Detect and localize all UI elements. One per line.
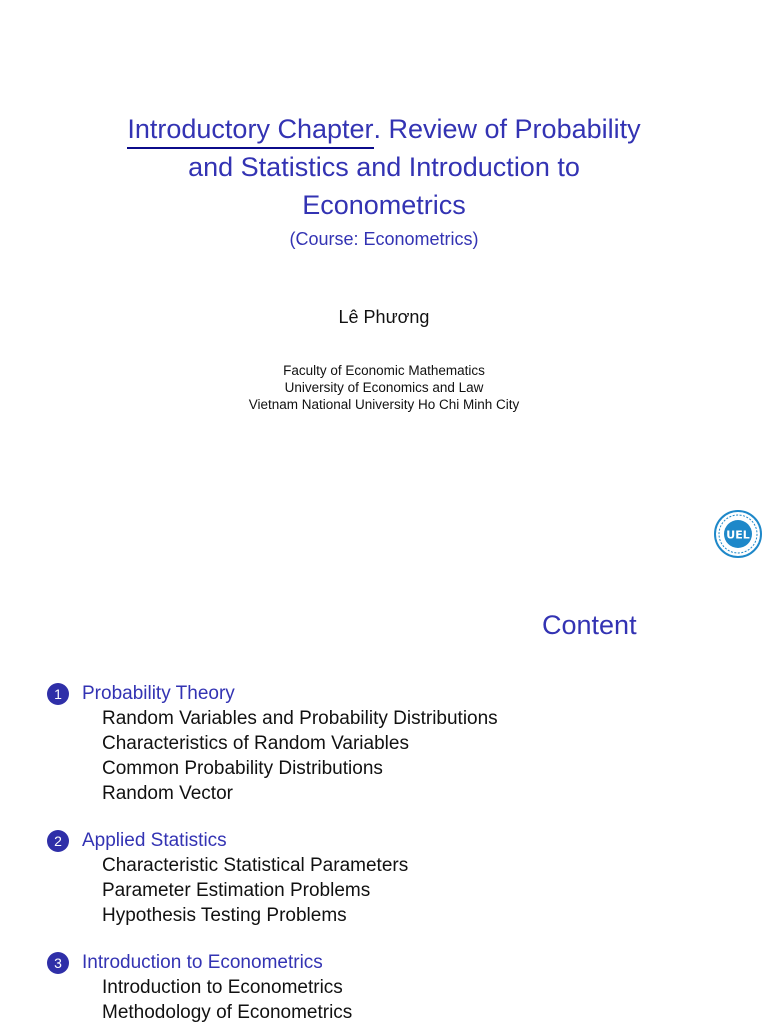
uel-logo-icon xyxy=(714,510,762,558)
institute-block xyxy=(0,362,768,413)
institute-line-faculty: Faculty of Economic Mathematics xyxy=(283,363,485,378)
course-subtitle: (Course: Econometrics) xyxy=(289,229,479,249)
toc-section-probability-theory xyxy=(47,681,747,806)
title-line-3: Econometrics xyxy=(302,190,466,220)
institute-line-university: University of Economics and Law xyxy=(284,380,484,395)
section-title[interactable]: Probability Theory xyxy=(82,682,235,704)
toc-subitem[interactable]: Characteristic Statistical Parameters xyxy=(102,855,409,876)
toc-subitem[interactable]: Parameter Estimation Problems xyxy=(102,880,371,901)
toc-subitem[interactable]: Methodology of Econometrics xyxy=(102,1002,353,1023)
section-title[interactable]: Introduction to Econometrics xyxy=(82,951,323,973)
section-number-badge: 3 xyxy=(47,952,69,974)
toc-subitem[interactable]: Hypothesis Testing Problems xyxy=(102,905,347,926)
toc-subitem[interactable]: Common Probability Distributions xyxy=(102,758,383,779)
toc-section-head[interactable] xyxy=(47,681,747,706)
toc-subitem[interactable]: Random Vector xyxy=(102,783,233,804)
content-heading: Content xyxy=(542,610,637,640)
section-number-badge: 1 xyxy=(47,683,69,705)
title-line-2: and Statistics and Introduction to xyxy=(188,152,580,182)
institute-line-national-university: Vietnam National University Ho Chi Minh City xyxy=(248,397,520,412)
toc-subitem[interactable]: Random Variables and Probability Distributions xyxy=(102,708,498,729)
toc-subitem[interactable]: Introduction to Econometrics xyxy=(102,977,343,998)
toc-section-head[interactable] xyxy=(47,828,747,853)
uel-logo xyxy=(714,510,762,558)
toc-section-head[interactable] xyxy=(47,950,747,975)
title-line-1 xyxy=(0,110,768,148)
title-link[interactable]: Introductory Chapter xyxy=(127,110,373,148)
author-name: Lê Phương xyxy=(338,307,430,327)
title-line-1-rest: . Review of Probability xyxy=(373,114,641,144)
title-block xyxy=(0,110,768,224)
section-title[interactable]: Applied Statistics xyxy=(82,829,227,851)
toc-section-econometrics xyxy=(47,950,747,1024)
table-of-contents xyxy=(47,681,747,1024)
toc-section-applied-statistics xyxy=(47,828,747,928)
section-number-badge: 2 xyxy=(47,830,69,852)
toc-subitem[interactable]: Characteristics of Random Variables xyxy=(102,733,409,754)
logo-text: UEL xyxy=(726,528,750,542)
